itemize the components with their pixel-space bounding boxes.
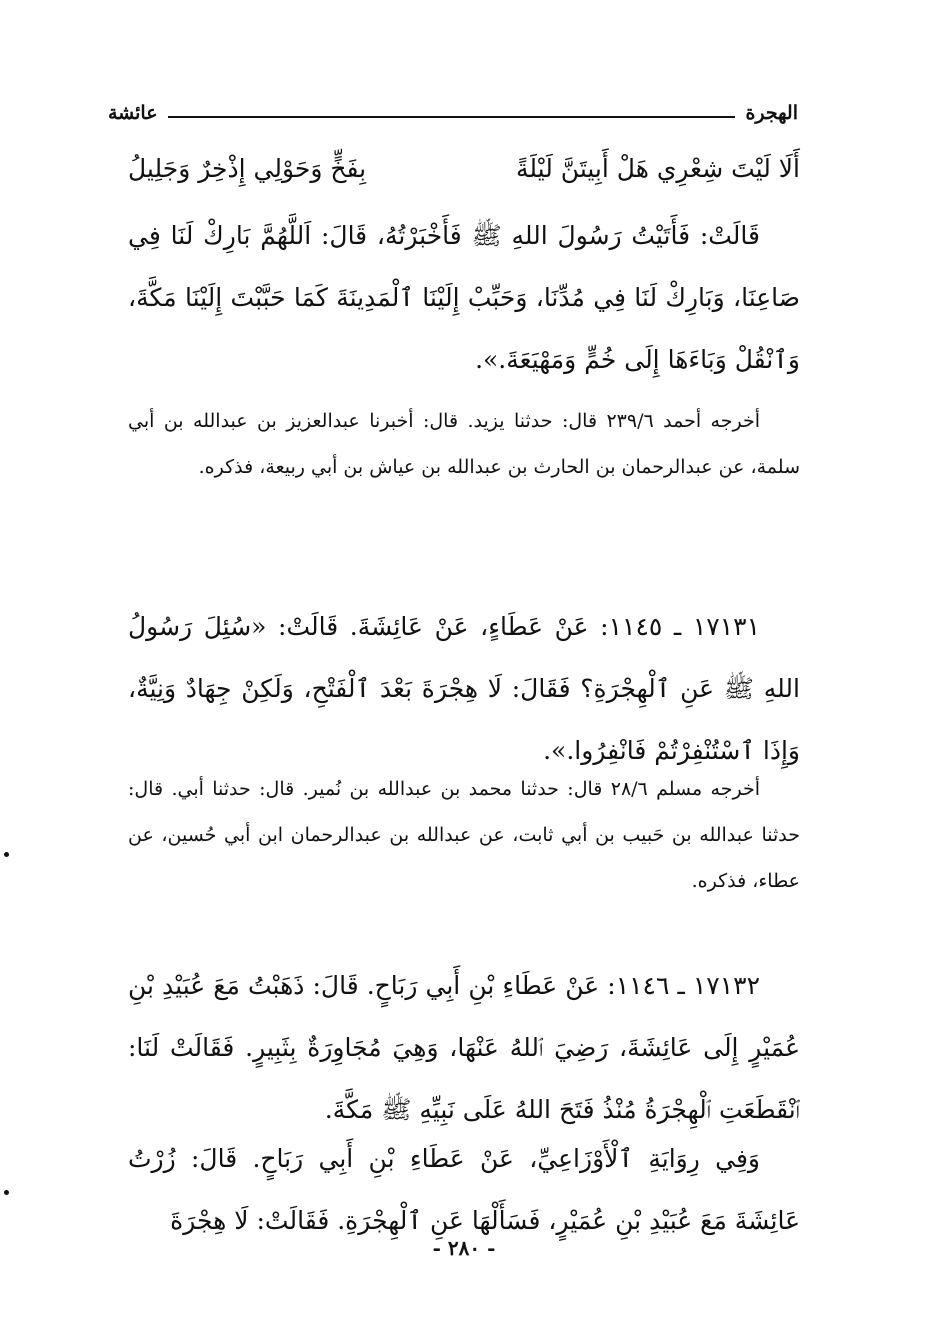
page-number: - ٢٨٠ - — [432, 1236, 496, 1260]
scan-mark — [4, 852, 9, 857]
chapter-title: الهجرة — [745, 102, 798, 124]
running-header — [108, 96, 798, 124]
verse-second-hemistich: بِفَخٍّ وَحَوْلِي إِذْخِرٌ وَجَلِيلُ — [128, 153, 367, 183]
hadith-1-takhrij: أخرجه أحمد ٢٣٩/٦ قال: حدثنا يزيد. قال: أخبرنا عبدالعزيز بن عبدالله بن أبي سلمة، عن عبدالرحمان بن الحارث بن عبدالله بن عياش بن أبي ربيعة، فذكره. — [128, 410, 800, 478]
header-rule — [168, 116, 736, 118]
hadith-3-variant: وَفِي رِوَايَةِ ٱلْأَوْزَاعِيِّ، عَنْ عَطَاءِ بْنِ أَبِي رَبَاحٍ. قَالَ: زُرْتُ عَائِشَةَ مَعَ عُبَيْدِ بْنِ عُمَيْرٍ، فَسَأَلْهَا عَنِ ٱلْهِجْرَةِ. فَقَالَتْ: لَا هِجْرَةَ — [128, 1144, 800, 1235]
hadith-3-text: ١٧١٣٢ ـ ١١٤٦: عَنْ عَطَاءِ بْنِ أَبِي رَبَاحٍ. قَالَ: ذَهَبْتُ مَعَ عُبَيْدِ بْنِ عُمَيْرٍ إِلَى عَائِشَةَ، رَضِيَ ٱللهُ عَنْهَا، وَهِيَ مُجَاوِرَةٌ بِثَبِيرٍ. فَقَالَتْ لَنَا: ٱنْقَطَعَتِ ٱلْهِجْرَةُ مُنْذُ فَتَحَ اللهُ عَلَى نَبِيِّهِ ﷺ مَكَّةَ. — [128, 971, 800, 1124]
scan-mark — [4, 1190, 9, 1195]
poetry-verse — [128, 140, 800, 196]
hadith-2-text: ١٧١٣١ ـ ١١٤٥: عَنْ عَطَاءٍ، عَنْ عَائِشَةَ. قَالَتْ: «سُئِلَ رَسُولُ اللهِ ﷺ عَنِ ٱلْهِجْرَةِ؟ فَقَالَ: لَا هِجْرَةَ بَعْدَ ٱلْفَتْحِ، وَلَكِنْ جِهَادٌ وَنِيَّةٌ، وَإِذَا ٱسْتُنْفِرْتُمْ فَانْفِرُوا.». — [128, 612, 800, 765]
hadith-1-text: قَالَتْ: فَأَتَيْتُ رَسُولَ اللهِ ﷺ فَأَخْبَرْتُهُ، قَالَ: اَللَّهُمَّ بَارِكْ لَنَا فِي صَاعِنَا، وَبَارِكْ لَنَا فِي مُدِّنَا، وَحَبِّبْ إِلَيْنَا ٱلْمَدِينَةَ كَمَا حَبَّبْتَ إِلَيْنَا مَكَّةَ، وَٱنْقُلْ وَبَاءَهَا إِلَى خُمٍّ وَمَهْيَعَةَ.». — [128, 221, 800, 374]
verse-first-hemistich: أَلَا لَيْتَ شِعْرِي هَلْ أَبِيتَنَّ لَيْلَةً — [516, 153, 800, 183]
hadith-2-takhrij: أخرجه مسلم ٢٨/٦ قال: حدثنا محمد بن عبدالله بن نُمير. قال: حدثنا أبي. قال: حدثنا عبدالله بن حَبيب بن أبي ثابت، عن عبدالله بن عبدالرحمان ابن أبي حُسين، عن عطاء، فذكره. — [128, 778, 800, 892]
narrator-name: عائشة — [108, 102, 158, 124]
